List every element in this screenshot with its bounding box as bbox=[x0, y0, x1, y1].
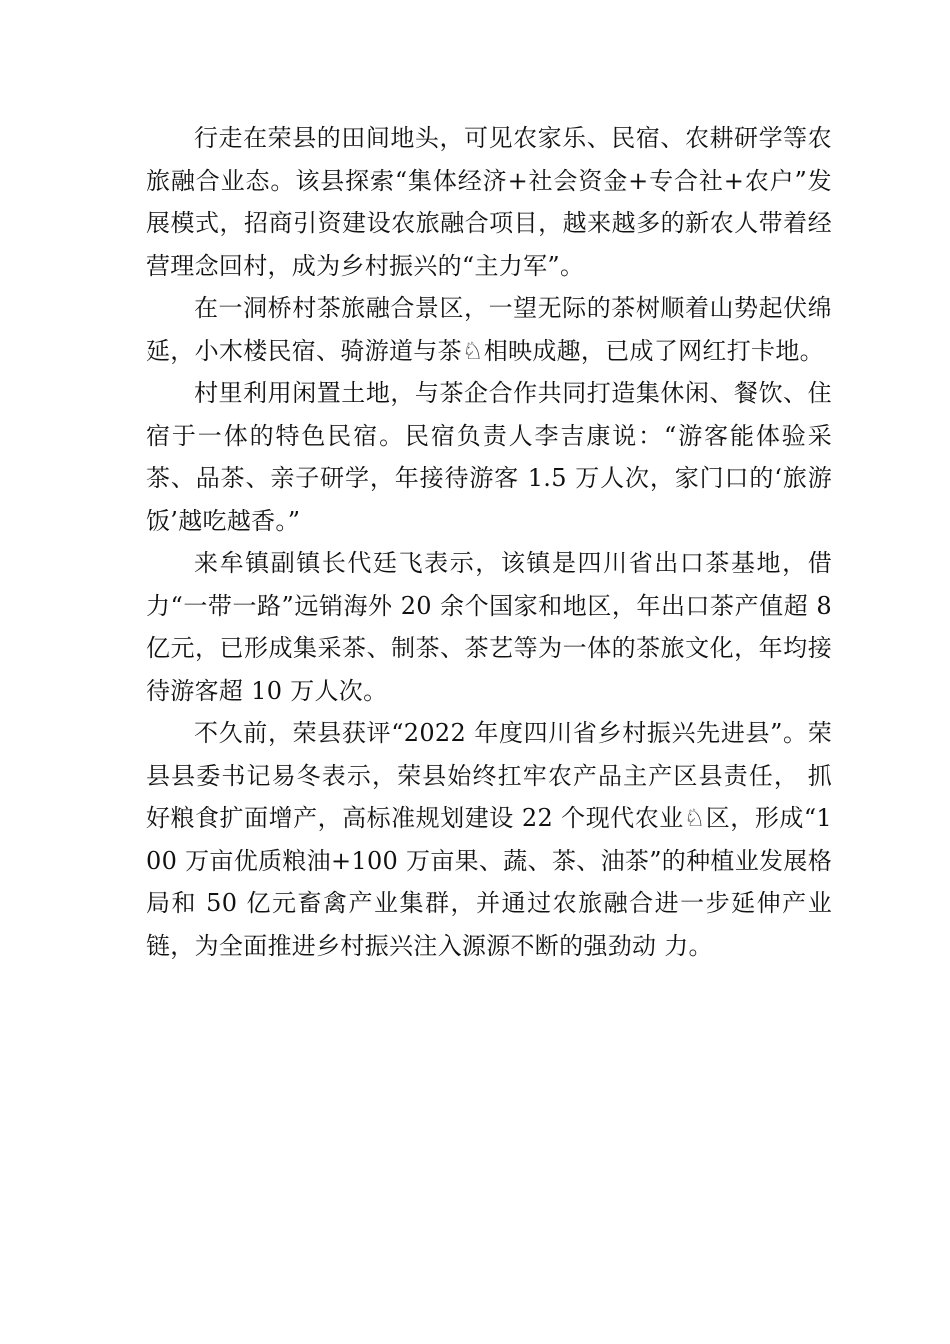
paragraph-4: 来牟镇副镇长代廷飞表示，该镇是四川省出口茶基地，借力“一带一路”远销海外 20 余个国家和地区，年出口茶产值超 8 亿元，已形成集采茶、制茶、茶艺等为一体的茶旅文化，年均接待游客超 10 万人次。 bbox=[146, 549, 832, 705]
paragraph-5: 不久前，荣县获评“2022 年度四川省乡村振兴先进县”。荣县县委书记易冬表示，荣县始终扛牢农产品主产区县责任， 抓好粮食扩面增产，高标准规划建设 22 个现代农业♘区，形成“100 万亩优质粮油+100 万亩果、蔬、茶、油茶”的种植业发展格局和 50 亿元畜禽产业集群，并通过农旅融合进一步延伸产业链，为全面推进乡村振兴注入源源不断的强劲动 力。 bbox=[146, 719, 832, 960]
paragraph-1: 行走在荣县的田间地头，可见农家乐、民宿、农耕研学等农旅融合业态。该县探索“集体经济+社会资金+专合社+农户”发展模式，招商引资建设农旅融合项目，越来越多的新农人带着经营理念回村，成为乡村振兴的“主力军”。 bbox=[146, 124, 832, 280]
article-body bbox=[146, 117, 832, 967]
paragraph-2: 在一洞桥村茶旅融合景区，一望无际的茶树顺着山势起伏绵延，小木楼民宿、骑游道与茶♘相映成趣，已成了网红打卡地。 bbox=[146, 294, 832, 365]
paragraph-3: 村里利用闲置土地，与茶企合作共同打造集休闲、餐饮、住宿于一体的特色民宿。民宿负责人李吉康说：“游客能体验采茶、品茶、亲子研学，年接待游客 1.5 万人次，家门口的‘旅游饭’越吃越香。” bbox=[146, 379, 832, 535]
